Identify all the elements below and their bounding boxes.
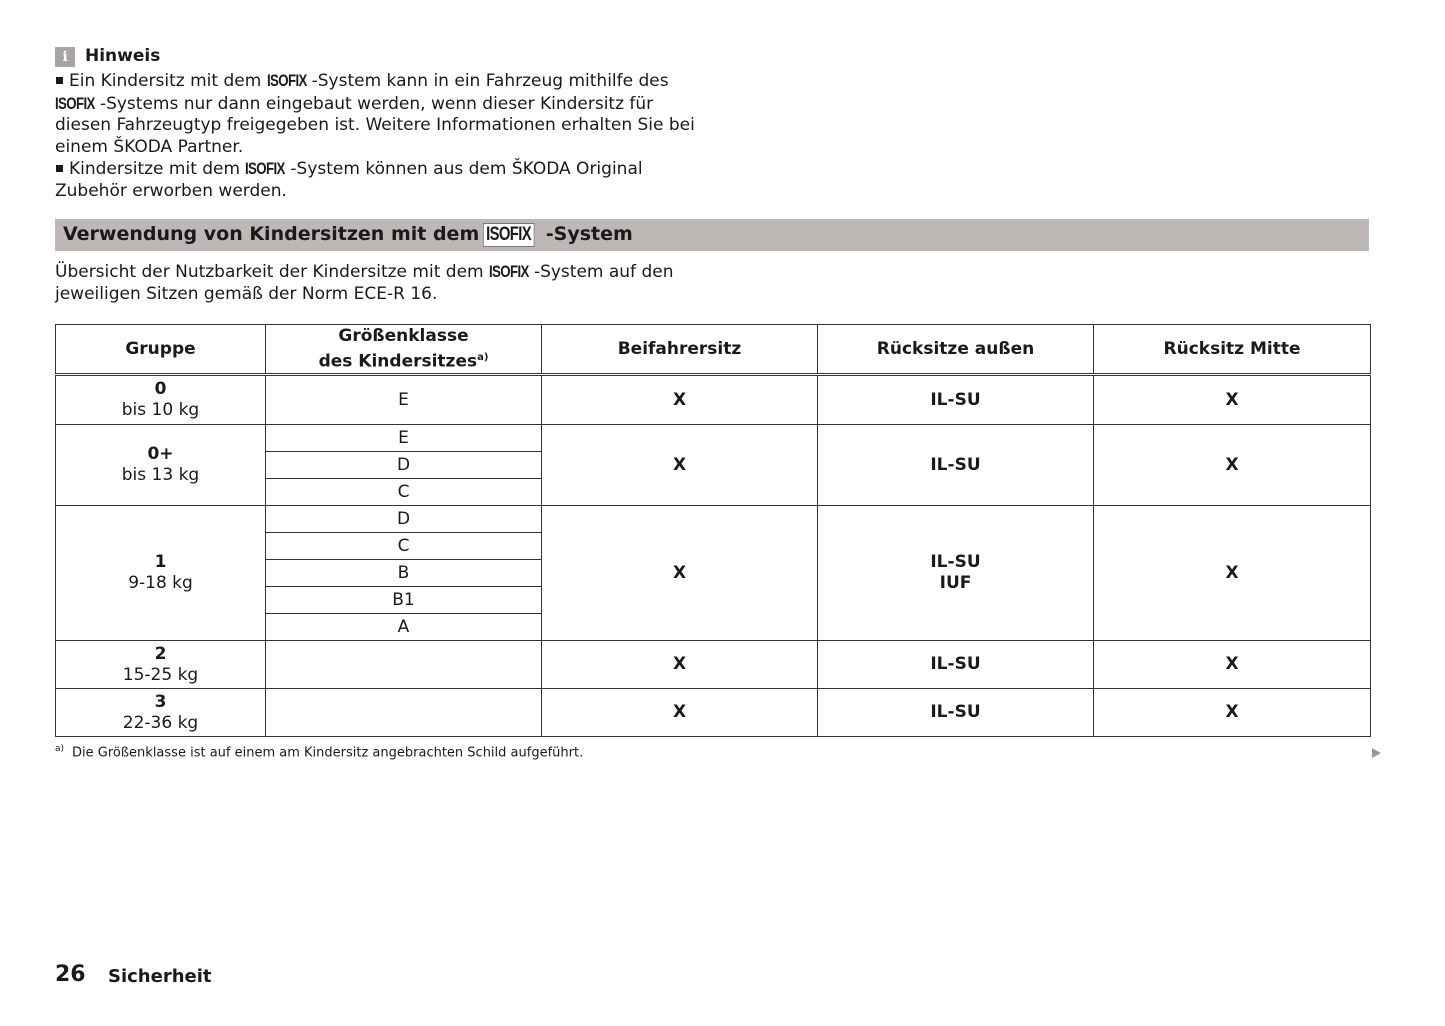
passenger-seat-cell: X <box>542 689 818 737</box>
passenger-seat-cell: X <box>542 641 818 689</box>
isofix-logo: ISOFIX <box>483 223 534 247</box>
rear-outer-cell <box>818 641 1094 689</box>
bullet-icon <box>56 77 63 84</box>
rear-outer-value-2: IUF <box>939 573 972 593</box>
group-cell <box>56 425 266 506</box>
table-body <box>56 375 1371 737</box>
size-class-cell: C <box>266 533 542 560</box>
section-title-text: Verwendung von Kindersitzen mit dem <box>63 223 480 245</box>
section-heading-bar <box>55 219 1369 251</box>
hint-text: -System kann in ein Fahrzeug mithilfe des <box>311 71 669 91</box>
hint-box <box>55 46 705 202</box>
intro-text-part: Übersicht der Nutzbarkeit der Kindersitze mit dem <box>55 262 489 282</box>
table-row <box>56 689 1371 737</box>
rear-outer-value: IL-SU <box>930 654 981 674</box>
footnote-text: Die Größenklasse ist auf einem am Kindersitz angebrachten Schild aufgeführt. <box>72 745 584 761</box>
header-size-class <box>266 325 542 375</box>
rear-outer-value: IL-SU <box>930 552 981 572</box>
page-section-title: Sicherheit <box>108 966 212 987</box>
hint-paragraph-2 <box>55 158 705 202</box>
hint-header <box>55 46 705 68</box>
bullet-icon <box>56 165 63 172</box>
passenger-seat-cell: X <box>542 425 818 506</box>
header-size-line1: Größenklasse <box>338 325 469 346</box>
rear-middle-cell: X <box>1094 689 1371 737</box>
table-row <box>56 425 1371 452</box>
group-weight: 9-18 kg <box>128 573 193 593</box>
hint-text: Kindersitze mit dem <box>69 159 246 179</box>
hint-text: -Systems nur dann eingebaut werden, wenn dieser Kindersitz für diesen Fahrzeugtyp freigegeben ist. Weitere Informationen erhalten Sie bei einem ŠKODA Partner. <box>55 93 695 157</box>
size-class-cell: A <box>266 614 542 641</box>
size-class-cell: E <box>266 425 542 452</box>
group-number: 0+ <box>147 444 174 464</box>
group-cell <box>56 506 266 641</box>
group-number: 2 <box>154 643 167 664</box>
size-class-cell: D <box>266 452 542 479</box>
table-row <box>56 506 1371 533</box>
hint-text: Ein Kindersitz mit dem <box>69 71 267 91</box>
size-class-cell <box>266 641 542 689</box>
group-number: 3 <box>154 691 167 712</box>
isofix-logo: ISOFIX <box>55 93 95 113</box>
group-weight: 15-25 kg <box>122 664 199 685</box>
rear-outer-value: IL-SU <box>930 454 981 475</box>
isofix-logo: ISOFIX <box>245 159 286 178</box>
table-header-row <box>56 325 1371 375</box>
rear-outer-cell <box>818 425 1094 506</box>
size-class-cell: E <box>266 375 542 425</box>
rear-middle-cell: X <box>1094 375 1371 425</box>
header-size-line2: des Kindersitzes <box>318 351 478 372</box>
section-title <box>63 223 633 247</box>
rear-outer-value: IL-SU <box>930 702 981 722</box>
table-row <box>56 375 1371 425</box>
rear-outer-value: IL-SU <box>930 389 981 410</box>
isofix-logo: ISOFIX <box>266 71 307 90</box>
rear-middle-cell: X <box>1094 506 1371 641</box>
group-weight: bis 13 kg <box>121 465 200 485</box>
footnote-ref: a) <box>477 351 489 363</box>
size-class-cell: D <box>266 506 542 533</box>
header-rear-middle: Rücksitz Mitte <box>1094 325 1371 375</box>
rear-middle-cell: X <box>1094 641 1371 689</box>
size-class-cell: C <box>266 479 542 506</box>
hint-paragraph-1 <box>55 70 705 158</box>
size-class-cell <box>266 689 542 737</box>
header-passenger-seat: Beifahrersitz <box>542 325 818 375</box>
hint-text: -System können aus dem ŠKODA Original Zubehör erworben werden. <box>55 159 643 201</box>
footnote <box>55 744 583 760</box>
continue-arrow-icon <box>1372 748 1381 758</box>
rear-middle-cell: X <box>1094 425 1371 506</box>
header-rear-outer: Rücksitze außen <box>818 325 1094 375</box>
hint-title: Hinweis <box>85 46 161 67</box>
footnote-marker: a) <box>55 744 65 754</box>
group-weight: 22-36 kg <box>122 712 199 733</box>
header-group: Gruppe <box>56 325 266 375</box>
isofix-logo: ISOFIX <box>489 262 529 281</box>
intro-text <box>55 261 705 305</box>
rear-outer-cell <box>818 689 1094 737</box>
intro-text-part: -System auf den jeweiligen Sitzen gemäß der Norm ECE-R 16. <box>55 262 674 304</box>
section-title-text: -System <box>545 223 633 245</box>
passenger-seat-cell: X <box>542 506 818 641</box>
group-cell <box>56 375 266 425</box>
group-cell <box>56 689 266 737</box>
page-number: 26 <box>55 962 86 987</box>
group-number: 1 <box>154 552 167 572</box>
passenger-seat-cell: X <box>542 375 818 425</box>
table-row <box>56 641 1371 689</box>
isofix-usage-table <box>55 324 1371 737</box>
size-class-cell: B <box>266 560 542 587</box>
rear-outer-cell <box>818 375 1094 425</box>
size-class-cell: B1 <box>266 587 542 614</box>
group-weight: bis 10 kg <box>121 400 200 420</box>
rear-outer-cell <box>818 506 1094 641</box>
info-icon: i <box>55 47 75 67</box>
group-cell <box>56 641 266 689</box>
group-number: 0 <box>154 379 167 399</box>
